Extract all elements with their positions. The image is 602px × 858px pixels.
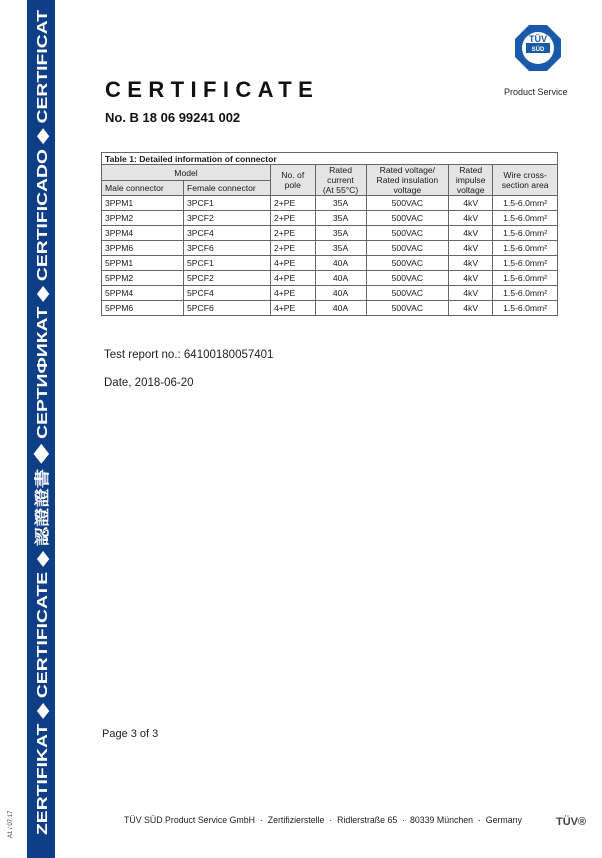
table-row	[102, 196, 558, 211]
header-impulse	[449, 165, 493, 196]
report-date: Date, 2018-06-20	[104, 377, 194, 389]
cell-voltage: 500VAC	[366, 271, 449, 286]
svg-text:SÜD: SÜD	[531, 47, 545, 53]
table-row	[102, 226, 558, 241]
cell-current: 40A	[315, 286, 366, 301]
header-wire-l1: Wire cross-	[503, 170, 547, 180]
header-current-l2: current	[327, 175, 354, 185]
cell-male: 5PPM4	[102, 286, 184, 301]
header-poles-text: No. of pole	[281, 170, 305, 190]
cell-impulse: 4kV	[449, 211, 493, 226]
svg-text:TÜV: TÜV	[529, 34, 547, 44]
cell-current: 35A	[315, 226, 366, 241]
cell-poles: 4+PE	[271, 271, 316, 286]
cell-female: 3PCF1	[184, 196, 271, 211]
header-voltage-l3: voltage	[393, 185, 422, 195]
table-row	[102, 271, 558, 286]
cell-poles: 2+PE	[271, 226, 316, 241]
side-band-text: ZERTIFIKAT ◆ CERTIFICATE ◆ 認證證書 ◆ СЕРТИФИКАТ ◆ CERTIFICADO ◆ CERTIFICAT	[34, 194, 51, 835]
cell-voltage: 500VAC	[366, 226, 449, 241]
cell-voltage: 500VAC	[366, 196, 449, 211]
cell-poles: 4+PE	[271, 256, 316, 271]
header-voltage	[366, 165, 449, 196]
footer-address: TÜV SÜD Product Service GmbH · Zertifizierstelle · Ridlerstraße 65 · 80339 München · Germany	[124, 815, 522, 825]
header-voltage-l2: Rated insulation	[376, 175, 439, 185]
table-row	[102, 286, 558, 301]
header-wire-l2: section area	[501, 180, 549, 190]
cell-female: 5PCF1	[184, 256, 271, 271]
cell-male: 3PPM6	[102, 241, 184, 256]
cell-impulse: 4kV	[449, 196, 493, 211]
table-row	[102, 211, 558, 226]
edition-code	[2, 790, 16, 840]
cell-male: 3PPM4	[102, 226, 184, 241]
header-model: Model	[102, 165, 271, 181]
header-female: Female connector	[184, 181, 271, 196]
header-male: Male connector	[102, 181, 184, 196]
edition-code-text: A1 / 07.17	[8, 810, 14, 838]
side-band-text-container	[27, 0, 55, 858]
page-title: CERTIFICATE	[105, 77, 320, 102]
cell-voltage: 500VAC	[366, 301, 449, 316]
cell-voltage: 500VAC	[366, 286, 449, 301]
cell-wire: 1.5-6.0mm²	[493, 301, 558, 316]
tuv-wordmark-logo	[546, 810, 586, 830]
logo-caption: Product Service	[504, 87, 568, 97]
cell-poles: 4+PE	[271, 286, 316, 301]
tuv-wordmark-text: TÜV®	[556, 816, 586, 828]
cell-current: 40A	[315, 301, 366, 316]
cell-impulse: 4kV	[449, 241, 493, 256]
cell-current: 40A	[315, 256, 366, 271]
cell-impulse: 4kV	[449, 301, 493, 316]
header-wire	[493, 165, 558, 196]
header-impulse-l2: impulse	[455, 175, 486, 185]
cell-male: 3PPM2	[102, 211, 184, 226]
table-row	[102, 301, 558, 316]
header-poles	[271, 165, 316, 196]
cell-voltage: 500VAC	[366, 211, 449, 226]
cell-impulse: 4kV	[449, 271, 493, 286]
cell-male: 5PPM1	[102, 256, 184, 271]
side-band-svg	[27, 0, 55, 858]
cell-poles: 2+PE	[271, 211, 316, 226]
cell-male: 5PPM6	[102, 301, 184, 316]
cell-wire: 1.5-6.0mm²	[493, 271, 558, 286]
header-current-l3: (At 55°C)	[322, 185, 359, 195]
table-row	[102, 256, 558, 271]
table-caption: Table 1: Detailed information of connector	[102, 153, 558, 165]
cell-female: 5PCF4	[184, 286, 271, 301]
cell-current: 35A	[315, 241, 366, 256]
cell-poles: 4+PE	[271, 301, 316, 316]
cell-voltage: 500VAC	[366, 241, 449, 256]
cell-poles: 2+PE	[271, 196, 316, 211]
cell-wire: 1.5-6.0mm²	[493, 256, 558, 271]
test-report-number: Test report no.: 64100180057401	[104, 349, 274, 361]
cell-wire: 1.5-6.0mm²	[493, 211, 558, 226]
header-impulse-l3: voltage	[456, 185, 485, 195]
cell-voltage: 500VAC	[366, 256, 449, 271]
table-row	[102, 241, 558, 256]
cell-current: 35A	[315, 196, 366, 211]
cell-current: 35A	[315, 211, 366, 226]
cell-female: 3PCF6	[184, 241, 271, 256]
cell-poles: 2+PE	[271, 241, 316, 256]
cell-impulse: 4kV	[449, 256, 493, 271]
header-current-l1: Rated	[329, 165, 352, 175]
cell-impulse: 4kV	[449, 286, 493, 301]
header-current	[315, 165, 366, 196]
cell-current: 40A	[315, 271, 366, 286]
cell-female: 5PCF2	[184, 271, 271, 286]
cell-male: 3PPM1	[102, 196, 184, 211]
header-voltage-l1: Rated voltage/	[379, 165, 436, 175]
cell-male: 5PPM2	[102, 271, 184, 286]
cell-impulse: 4kV	[449, 226, 493, 241]
cell-wire: 1.5-6.0mm²	[493, 226, 558, 241]
cell-wire: 1.5-6.0mm²	[493, 286, 558, 301]
cell-wire: 1.5-6.0mm²	[493, 196, 558, 211]
page-number: Page 3 of 3	[102, 728, 159, 740]
tuv-sud-octagon-logo	[514, 24, 562, 72]
cell-female: 3PCF4	[184, 226, 271, 241]
certificate-number: No. B 18 06 99241 002	[105, 110, 241, 125]
connector-table	[101, 152, 558, 316]
header-impulse-l1: Rated	[459, 165, 483, 175]
cell-wire: 1.5-6.0mm²	[493, 241, 558, 256]
cell-female: 3PCF2	[184, 211, 271, 226]
cell-female: 5PCF6	[184, 301, 271, 316]
